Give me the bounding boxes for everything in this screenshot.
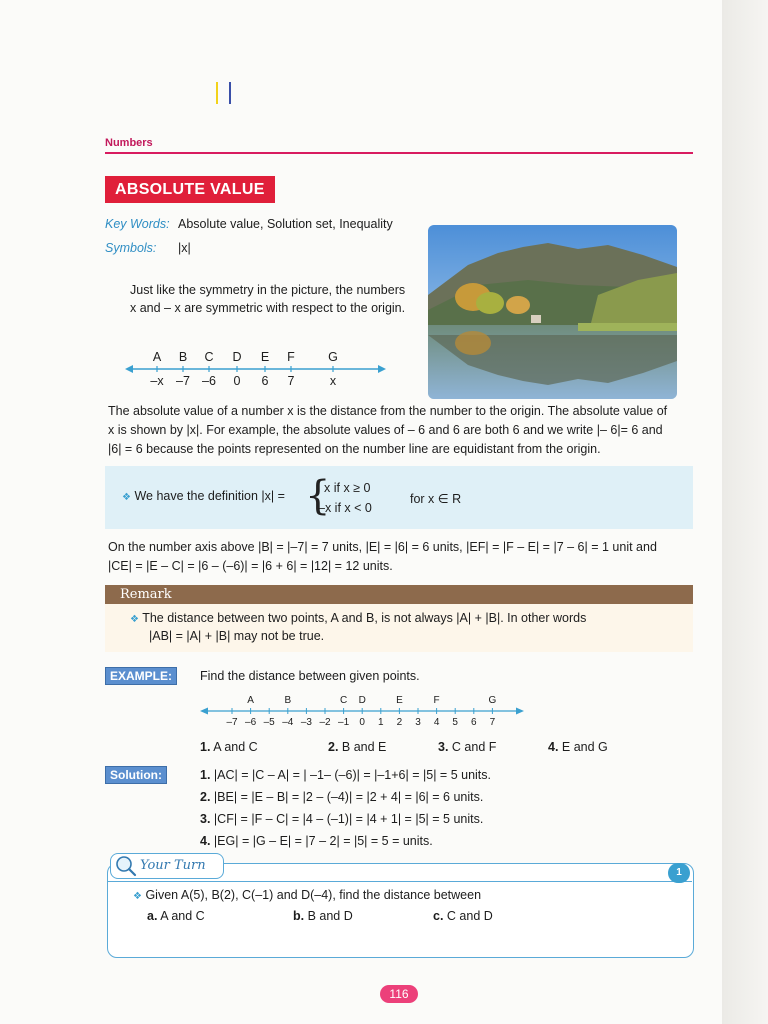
number-line-2-value: 5: [452, 717, 458, 728]
example-part-4-num: 4.: [548, 740, 559, 754]
axis-note: [108, 538, 688, 576]
page-title: ABSOLUTE VALUE: [105, 176, 275, 203]
left-brace-icon: {: [305, 473, 331, 519]
absolute-value-paragraph: [108, 402, 688, 459]
solution-line-3: [200, 812, 483, 826]
number-line-2-value: 1: [378, 717, 384, 728]
your-turn-part-a-text: A and C: [160, 909, 205, 923]
number-line-1-letter: G: [328, 350, 338, 364]
your-turn-part-a: [147, 909, 205, 923]
your-turn-question-text: Given A(5), B(2), C(–1) and D(–4), find the distance between: [145, 888, 482, 902]
your-turn-part-b: [293, 909, 353, 923]
remark-line-1-text: The distance between two points, A and B, is not always |A| + |B|. In other words: [142, 611, 587, 625]
solution-line-4: [200, 834, 433, 848]
section-rule: [105, 152, 693, 154]
definition-case-negative: –x if x < 0: [318, 501, 372, 515]
solution-line-1: [200, 768, 491, 782]
number-line-2-letter: B: [284, 695, 292, 706]
definition-lead-text: We have the definition |x| =: [134, 489, 285, 503]
bullet-diamond-icon: ❖: [133, 891, 142, 902]
lake-mountain-photo: [428, 225, 677, 399]
axis-note-line-2: |CE| = |E – C| = |6 – (–6)| = |6 + 6| = |12| = 12 units.: [108, 559, 393, 573]
example-part-3-text: C and F: [451, 740, 497, 754]
number-line-1-letter: B: [178, 350, 188, 364]
your-turn-part-b-num: b.: [293, 909, 305, 923]
number-line-2-value: –6: [245, 717, 257, 728]
number-line-2-value: –2: [319, 717, 331, 728]
number-line-2-letter: C: [339, 695, 348, 706]
symbols-label: Symbols:: [105, 241, 157, 255]
number-line-1: [125, 347, 390, 389]
number-line-2-value: 4: [433, 717, 440, 728]
example-prompt: Find the distance between given points.: [200, 669, 420, 683]
example-part-1-num: 1.: [200, 740, 211, 754]
example-tag: EXAMPLE:: [105, 667, 177, 685]
number-line-2-letter: A: [247, 695, 254, 706]
number-line-2-value: –4: [282, 717, 294, 728]
number-line-1-letter: D: [232, 350, 242, 364]
your-turn-part-c: [433, 909, 493, 923]
example-part-1: [200, 740, 258, 754]
intro-text: Just like the symmetry in the picture, the numbers x and – x are symmetric with respect to the origin.: [130, 283, 406, 315]
number-line-1-value: 6: [261, 374, 269, 388]
remark-line-1: [130, 611, 586, 625]
number-line-1-letter: C: [204, 350, 214, 364]
solution-line-4-num: 4.: [200, 834, 211, 848]
number-line-2: [200, 692, 528, 728]
number-line-2-value: –1: [338, 717, 350, 728]
your-turn-number: 1: [668, 863, 690, 883]
example-part-2-num: 2.: [328, 740, 339, 754]
example-part-2: [328, 740, 386, 754]
solution-line-4-text: |EG| = |G – E| = |7 – 2| = |5| = 5 = units.: [213, 834, 433, 848]
number-line-1-letter: E: [260, 350, 270, 364]
number-line-1-letter: F: [287, 350, 295, 364]
number-line-2-value: –5: [263, 717, 275, 728]
solution-line-1-text: |AC| = |C – A| = | –1– (–6)| = |–1+6| = |5| = 5 units.: [213, 768, 491, 782]
remark-bar: [105, 585, 693, 604]
number-line-1-value: –6: [202, 374, 216, 388]
example-part-4: [548, 740, 608, 754]
solution-line-2-num: 2.: [200, 790, 211, 804]
example-part-2-text: B and E: [341, 740, 387, 754]
symbols-value: |x|: [178, 241, 191, 255]
number-line-2-value: 6: [471, 717, 477, 728]
bullet-diamond-icon: ❖: [122, 492, 131, 503]
number-line-1-value: –x: [150, 374, 164, 388]
definition-lead: [122, 489, 285, 503]
solution-line-2-text: |BE| = |E – B| = |2 – (–4)| = |2 + 4| = |6| = 6 units.: [213, 790, 484, 804]
your-turn-part-b-text: B and D: [307, 909, 353, 923]
solution-line-2: [200, 790, 483, 804]
page-edge: [722, 0, 768, 1024]
remark-line-2: |AB| = |A| + |B| may not be true.: [149, 629, 325, 643]
solution-tag: Solution:: [105, 766, 167, 784]
number-line-2-value: 0: [359, 717, 365, 728]
number-line-2-letter: E: [396, 695, 403, 706]
your-turn-part-c-text: C and D: [446, 909, 493, 923]
remark-label: Remark: [120, 587, 172, 602]
solution-line-3-num: 3.: [200, 812, 211, 826]
number-line-1-value: –7: [176, 374, 190, 388]
paragraph-line-1: The absolute value of a number x is the distance from the number to the origin. The absolute value of: [108, 404, 668, 418]
paragraph-line-3: |6| = 6 because the points represented on the number line are equidistant from the origin.: [108, 442, 601, 456]
number-line-1-value: 7: [287, 374, 295, 388]
example-part-4-text: E and G: [561, 740, 608, 754]
key-words-value: Absolute value, Solution set, Inequality: [178, 217, 393, 231]
your-turn-part-c-num: c.: [433, 909, 444, 923]
number-line-2-value: 3: [415, 717, 421, 728]
magnifier-icon: [114, 855, 138, 877]
paragraph-line-2: x is shown by |x|. For example, the absolute values of – 6 and 6 are both 6 and we write |– 6|= 6 and: [108, 423, 663, 437]
example-part-1-text: A and C: [213, 740, 258, 754]
page-number: 116: [380, 985, 418, 1003]
number-line-1-value: 0: [233, 374, 241, 388]
number-line-2-letter: G: [488, 695, 497, 706]
axis-note-line-1: On the number axis above |B| = |–7| = 7 units, |E| = |6| = 6 units, |EF| = |F – E| = |7 – 6| = 1 unit and: [108, 540, 657, 554]
definition-domain: for x ∈ R: [410, 492, 462, 506]
your-turn-question: [133, 888, 481, 902]
number-line-1-letter: A: [152, 350, 162, 364]
solution-line-1-num: 1.: [200, 768, 211, 782]
bullet-diamond-icon: ❖: [130, 614, 139, 625]
number-line-2-letter: F: [433, 695, 440, 706]
number-line-1-value: x: [329, 374, 337, 388]
example-part-3-num: 3.: [438, 740, 449, 754]
your-turn-title: Your Turn: [140, 858, 206, 873]
yellow-mark: [216, 82, 218, 104]
blue-mark: [229, 82, 231, 104]
number-line-2-letter: D: [358, 695, 366, 706]
number-line-2-value: –3: [300, 717, 312, 728]
number-line-2-value: 2: [396, 717, 403, 728]
example-part-3: [438, 740, 496, 754]
number-line-2-value: –7: [226, 717, 238, 728]
definition-case-positive: x if x ≥ 0: [324, 481, 371, 495]
number-line-2-value: 7: [489, 717, 496, 728]
solution-line-3-text: |CF| = |F – C| = |4 – (–1)| = |4 + 1| = |5| = 5 units.: [213, 812, 484, 826]
section-label: Numbers: [105, 137, 153, 149]
key-words-label: Key Words:: [105, 217, 170, 231]
your-turn-part-a-num: a.: [147, 909, 158, 923]
